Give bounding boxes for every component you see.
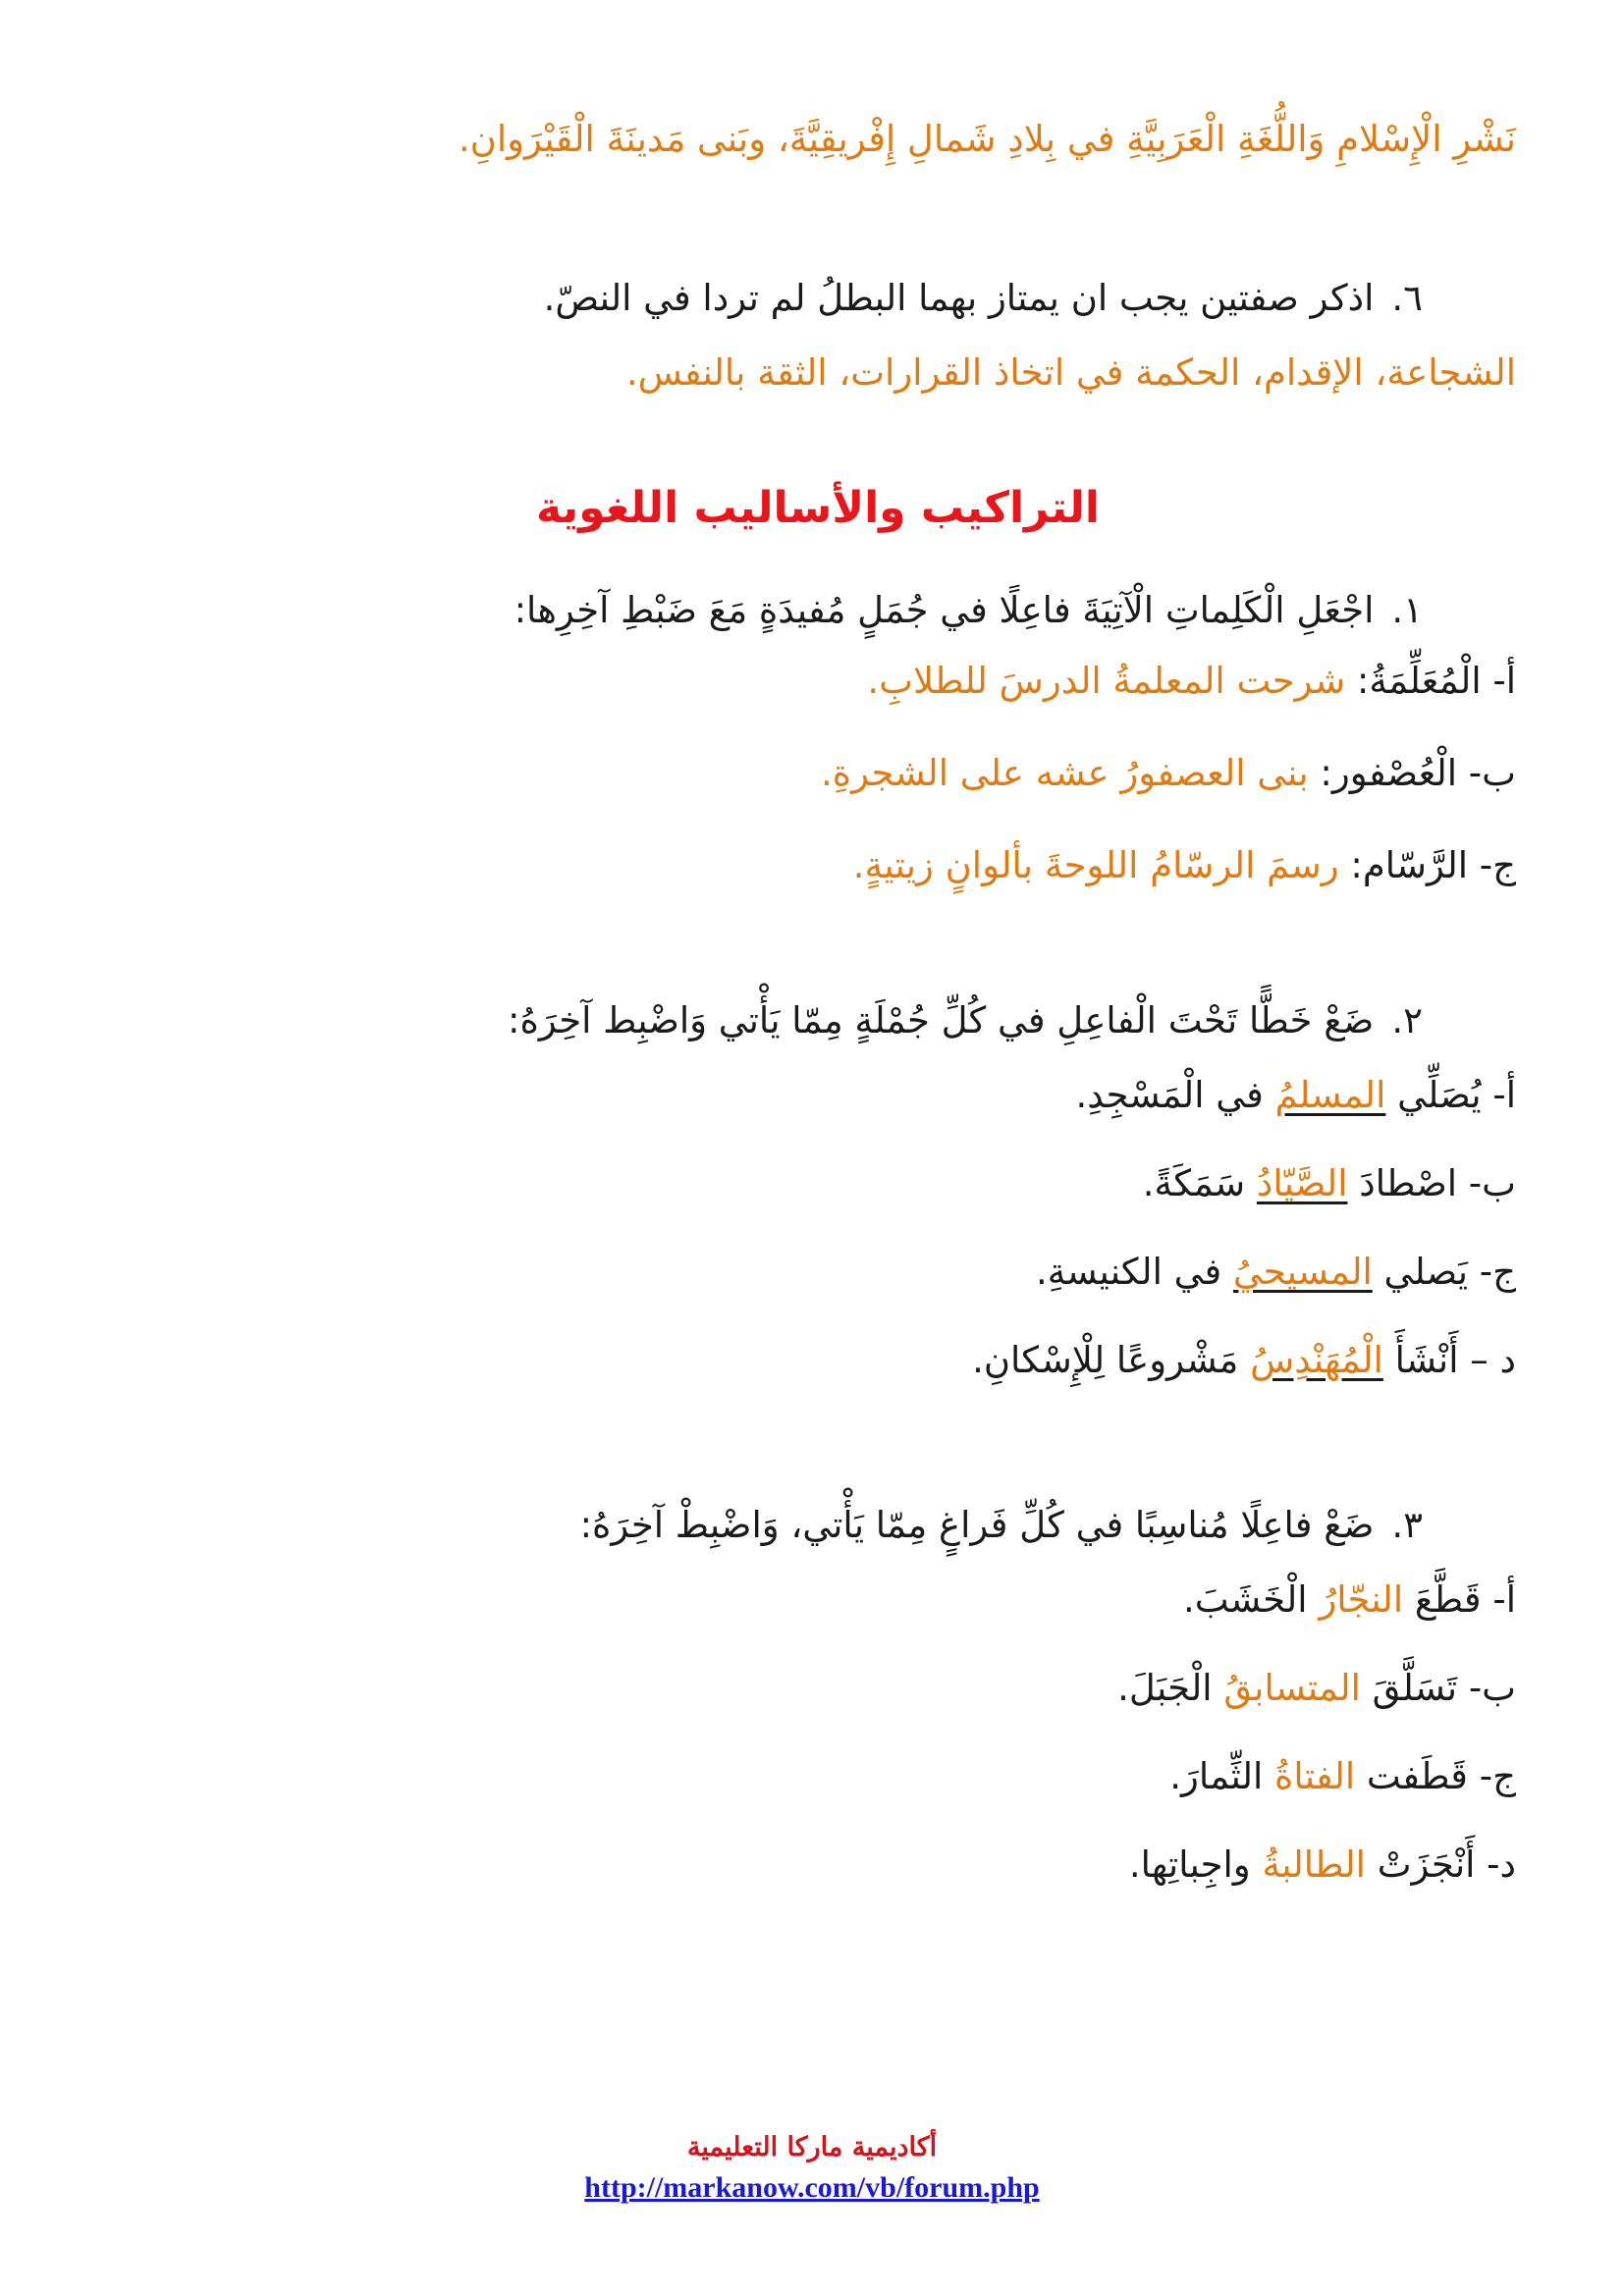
exercise-2-item — [972, 1337, 1516, 1384]
item-answer: رسمَ الرسّامُ اللوحةَ بألوانٍ زيتيةٍ. — [852, 844, 1339, 886]
item-label: ب- الْعُصْفور: — [1320, 752, 1516, 794]
footer-forum-link[interactable]: http://markanow.com/vb/forum.php — [584, 2171, 1040, 2204]
exercise-3-item — [1129, 1842, 1516, 1889]
item-before: ج- يَصلي — [1383, 1251, 1516, 1293]
item-after: الثِّمارَ. — [1169, 1755, 1264, 1797]
question-text: اذكر صفتين يجب ان يمتاز بهما البطلُ لم تردا في النصّ. — [543, 277, 1375, 319]
exercise-3-item — [1169, 1753, 1516, 1800]
item-answer: بنى العصفورُ عشه على الشجرةِ. — [820, 752, 1309, 794]
question-number: ٦. — [1391, 277, 1423, 319]
item-after: سَمَكَةً. — [1142, 1162, 1246, 1204]
filled-subject: الفتاةُ — [1274, 1755, 1356, 1797]
item-label: أ- الْمُعَلِّمَةُ: — [1356, 660, 1516, 702]
item-after: واجِباتِها. — [1128, 1843, 1251, 1886]
item-after: مَشْروعًا لِلْإِسْكانِ. — [972, 1339, 1239, 1381]
exercise-number: ١. — [1391, 589, 1423, 631]
question-6 — [544, 275, 1423, 322]
footer-academy-name: أكاديمية ماركا التعليمية — [686, 2132, 938, 2163]
question-6-answer: الشجاعة، الإقدام، الحكمة في اتخاذ القرارات، الثقة بالنفس. — [625, 351, 1516, 394]
exercise-2-item — [1075, 1072, 1516, 1119]
footer-link-row — [0, 2171, 1624, 2205]
item-before: ج- قَطَفت — [1366, 1755, 1516, 1797]
filled-subject: النجّارُ — [1319, 1578, 1404, 1621]
exercise-3-prompt — [580, 1502, 1423, 1549]
item-before: د- أَنْجَزَتْ — [1377, 1843, 1516, 1886]
exercise-1-item — [853, 842, 1516, 889]
filled-subject: الطالبةُ — [1262, 1843, 1366, 1886]
item-before: أ- قَطَّعَ — [1414, 1578, 1516, 1621]
filled-subject: المتسابقُ — [1223, 1667, 1361, 1709]
underlined-subject: الصَّيّادُ — [1256, 1162, 1348, 1204]
exercise-2-item — [1143, 1160, 1516, 1207]
item-after: الْجَبَلَ. — [1117, 1667, 1213, 1709]
exercise-3-item — [1117, 1665, 1516, 1712]
item-after: في الكنيسةِ. — [1035, 1251, 1222, 1293]
item-after: في الْمَسْجِدِ. — [1075, 1074, 1264, 1116]
exercise-1-item — [821, 750, 1516, 797]
exercise-2-prompt — [508, 997, 1423, 1044]
underlined-subject: المسيحيُ — [1232, 1251, 1373, 1293]
exercise-2-item — [1036, 1249, 1516, 1296]
item-after: الْخَشَبَ. — [1183, 1578, 1308, 1621]
item-before: ب- تَسَلَّقَ — [1372, 1667, 1516, 1709]
exercise-text: ضَعْ خَطًّا تَحْتَ الْفاعِلِ في كُلِّ جُمْلَةٍ مِمّا يَأْتي وَاضْبِط آخِرَهُ: — [508, 999, 1375, 1041]
exercise-number: ٣. — [1391, 1504, 1423, 1546]
underlined-subject: المسلمُ — [1274, 1074, 1386, 1116]
exercise-3-item — [1183, 1576, 1516, 1624]
underlined-subject: الْمُهَنْدِسُ — [1250, 1339, 1383, 1381]
exercise-number: ٢. — [1391, 999, 1423, 1041]
section-title: التراكيب والأساليب اللغوية — [535, 483, 1100, 533]
intro-answer: نَشْرِ الْإِسْلامِ وَاللُّغَةِ الْعَرَبِيَّةِ في بِلادِ شَمالِ إِفْريقِيَّةَ، وبَنى مَدينَةَ الْقَيْرَوانِ. — [458, 118, 1516, 160]
exercise-text: اجْعَلِ الْكَلِماتِ الْآتِيَةَ فاعِلًا في جُمَلٍ مُفيدَةٍ مَعَ ضَبْطِ آخِرِها: — [514, 589, 1375, 631]
item-answer: شرحت المعلمةُ الدرسَ للطلابِ. — [867, 660, 1346, 702]
item-before: د – أَنْشَأَ — [1394, 1339, 1516, 1381]
exercise-1-prompt — [514, 587, 1423, 634]
item-before: أ- يُصَلِّي — [1397, 1074, 1516, 1116]
item-label: ج- الرَّسّام: — [1350, 844, 1516, 886]
exercise-text: ضَعْ فاعِلًا مُناسِبًا في كُلِّ فَراغٍ مِمّا يَأْتي، وَاضْبِطْ آخِرَهُ: — [579, 1504, 1375, 1546]
item-before: ب- اصْطادَ — [1359, 1162, 1516, 1204]
exercise-1-item — [867, 658, 1516, 705]
